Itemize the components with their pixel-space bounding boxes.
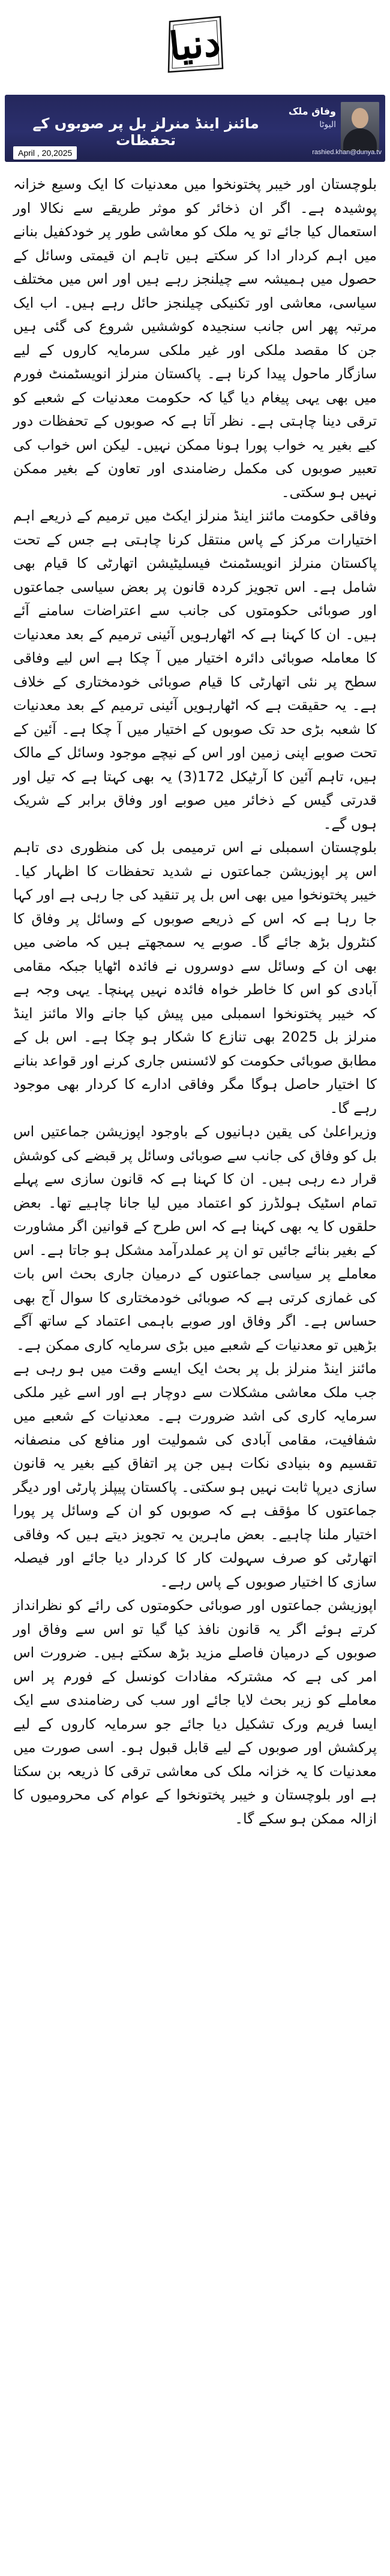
article-banner	[5, 95, 385, 162]
author-photo	[341, 102, 379, 151]
article-paragraph: وزیراعلیٰ کی یقین دہانیوں کے باوجود اپوزیشن جماعتیں اس بل کو وفاق کی جانب سے صوبائی وسائل پر قبضے کی کوشش قرار دے رہی ہیں۔ ان کا کہنا ہے کہ قانون سازی سے پہلے تمام اسٹیک ہولڈرز کو اعتماد میں لیا جانا چاہیے تھا۔ بعض حلقوں کا یہ بھی کہنا ہے کہ اس طرح کے قوانین اگر مشاورت کے بغیر بنائے جائیں تو ان پر عملدرآمد مشکل ہو جاتا ہے۔ اس معاملے پر سیاسی جماعتوں کے درمیان جاری بحث اس بات کی غمازی کرتی ہے کہ صوبائی خودمختاری کا سوال آج بھی حساس ہے۔ اگر وفاق اور صوبے باہمی اعتماد کے ساتھ آگے بڑھیں تو معدنیات کے شعبے میں بڑی سرمایہ کاری ممکن ہے۔	[13, 1123, 377, 1353]
logo-text: دنیا	[167, 19, 223, 70]
article-paragraph: مائنز اینڈ منرلز بل پر بحث ایک ایسے وقت میں ہو رہی ہے جب ملک معاشی مشکلات سے دوچار ہے اور اسے غیر ملکی سرمایہ کاری کی اشد ضرورت ہے۔ معدنیات کے شعبے میں شفافیت، مقامی آبادی کی شمولیت اور منافع کی منصفانہ تقسیم وہ بنیادی نکات ہیں جن پر اتفاق کیے بغیر یہ قانون سازی دیرپا ثابت نہیں ہو سکتی۔ پاکستان پیپلز پارٹی اور دیگر جماعتوں کا مؤقف ہے کہ صوبوں کو ان کے وسائل پر پورا اختیار ملنا چاہیے۔ بعض ماہرین یہ تجویز دیتے ہیں کہ وفاقی اتھارٹی کو صرف سہولت کار کا کردار دیا جائے اور فیصلہ سازی کا اختیار صوبوں کے پاس رہے۔	[13, 1360, 377, 1590]
article-title: مائنز اینڈ منرلز بل پر صوبوں کے تحفظات	[32, 115, 259, 149]
article-paragraph: بلوچستان اسمبلی نے اس ترمیمی بل کی منظوری دی تاہم اس پر اپوزیشن جماعتوں نے شدید تحفظات کا اظہار کیا۔ خیبر پختونخوا میں بھی اس بل پر تنقید کی جا رہی ہے اور کہا جا رہا ہے کہ اس کے ذریعے صوبوں کے وسائل پر وفاق کا کنٹرول بڑھ جائے گا۔ صوبے یہ سمجھتے ہیں کہ ماضی میں بھی ان کے وسائل سے دوسروں نے فائدہ اٹھایا جبکہ مقامی آبادی کو اس کا خاطر خواہ فائدہ نہیں پہنچا۔ یہی وجہ ہے کہ خیبر پختونخوا اسمبلی میں پیش کیا جانے والا مائنز اینڈ منرلز بل 2025 بھی تنازع کا شکار ہو چکا ہے۔ اس بل کے مطابق صوبائی حکومت کو لائسنس جاری کرنے اور قواعد بنانے کا اختیار حاصل ہوگا مگر وفاقی ادارے کا کردار بھی موجود رہے گا۔	[13, 839, 377, 1117]
masthead	[0, 0, 390, 90]
author-name: وفاق ملک	[288, 106, 336, 117]
article-body	[13, 173, 377, 1831]
article-paragraph: وفاقی حکومت مائنز اینڈ منرلز ایکٹ میں ترمیم کے ذریعے اہم اختیارات مرکز کے پاس منتقل کرنا چاہتی ہے جس کے تحت پاکستان منرلز انویسٹمنٹ فیسلیٹیشن اتھارٹی کا قیام بھی شامل ہے۔ اس تجویز کردہ قانون پر بعض سیاسی جماعتوں اور صوبائی حکومتوں کی جانب سے اعتراضات سامنے آئے ہیں۔ ان کا کہنا ہے کہ اٹھارہویں آئینی ترمیم کے بعد معدنیات کا معاملہ صوبائی دائرہ اختیار میں آ چکا ہے اس لیے وفاقی سطح پر نئی اتھارٹی کا قیام صوبائی خودمختاری کے خلاف ہے۔ یہ حقیقت ہے کہ اٹھارہویں آئینی ترمیم کے بعد معدنیات کا شعبہ بڑی حد تک صوبوں کے اختیار میں آ چکا ہے۔ آئین کے تحت صوبے اپنی زمین اور اس کے نیچے موجود وسائل کے مالک ہیں، تاہم آئین کا آرٹیکل 172(3) یہ بھی کہتا ہے کہ تیل اور قدرتی گیس کے ذخائر میں صوبے اور وفاق برابر کے شریک ہوں گے۔	[13, 507, 377, 832]
author-org: الیوٹا	[319, 120, 336, 130]
article-paragraph: اپوزیشن جماعتوں اور صوبائی حکومتوں کی رائے کو نظرانداز کرتے ہوئے اگر یہ قانون نافذ کیا گیا تو اس سے وفاق اور صوبوں کے درمیان فاصلے مزید بڑھ سکتے ہیں۔ ضرورت اس امر کی ہے کہ مشترکہ مفادات کونسل کے فورم پر اس معاملے کو زیر بحث لایا جائے اور سب کی رضامندی سے ایک ایسا فریم ورک تشکیل دیا جائے جو سرمایہ کاروں کے لیے پرکشش اور صوبوں کے لیے قابل قبول ہو۔ اسی صورت میں معدنیات کا یہ خزانہ ملک کی معاشی ترقی کا ذریعہ بن سکتا ہے اور بلوچستان و خیبر پختونخوا کے عوام کی محرومیوں کا ازالہ ممکن ہو سکے گا۔	[13, 1597, 377, 1827]
publish-date: April , 20,2025	[13, 146, 77, 160]
article-paragraph: بلوچستان اور خیبر پختونخوا میں معدنیات کا ایک وسیع خزانہ پوشیدہ ہے۔ اگر ان ذخائر کو موثر طریقے سے نکالا اور استعمال کیا جائے تو یہ ملک کو معاشی طور پر خودکفیل بنانے میں اہم کردار ادا کر سکتے ہیں تاہم ان قیمتی وسائل کے حصول میں ہمیشہ سے چیلنجز رہے ہیں اور اس میں مختلف سیاسی، معاشی اور تکنیکی چیلنجز حائل رہے ہیں۔ اب ایک مرتبہ پھر اس جانب سنجیدہ کوششیں شروع کی گئی ہیں جن کا مقصد ملکی اور غیر ملکی سرمایہ کاروں کے لیے سازگار ماحول پیدا کرنا ہے۔ پاکستان منرلز انویسٹمنٹ فورم میں بھی یہی پیغام دیا گیا کہ حکومت معدنیات کے شعبے کو ترقی دینا چاہتی ہے۔ نظر آتا ہے کہ صوبوں کے تحفظات دور کیے بغیر یہ خواب پورا ہونا ممکن نہیں۔ لیکن اس خواب کی تعبیر صوبوں کی مکمل رضامندی اور تعاون کے بغیر ممکن نہیں ہو سکتی۔	[13, 176, 377, 501]
dunya-logo	[159, 8, 231, 80]
author-email: rashied.khan@dunya.tv	[312, 149, 382, 156]
